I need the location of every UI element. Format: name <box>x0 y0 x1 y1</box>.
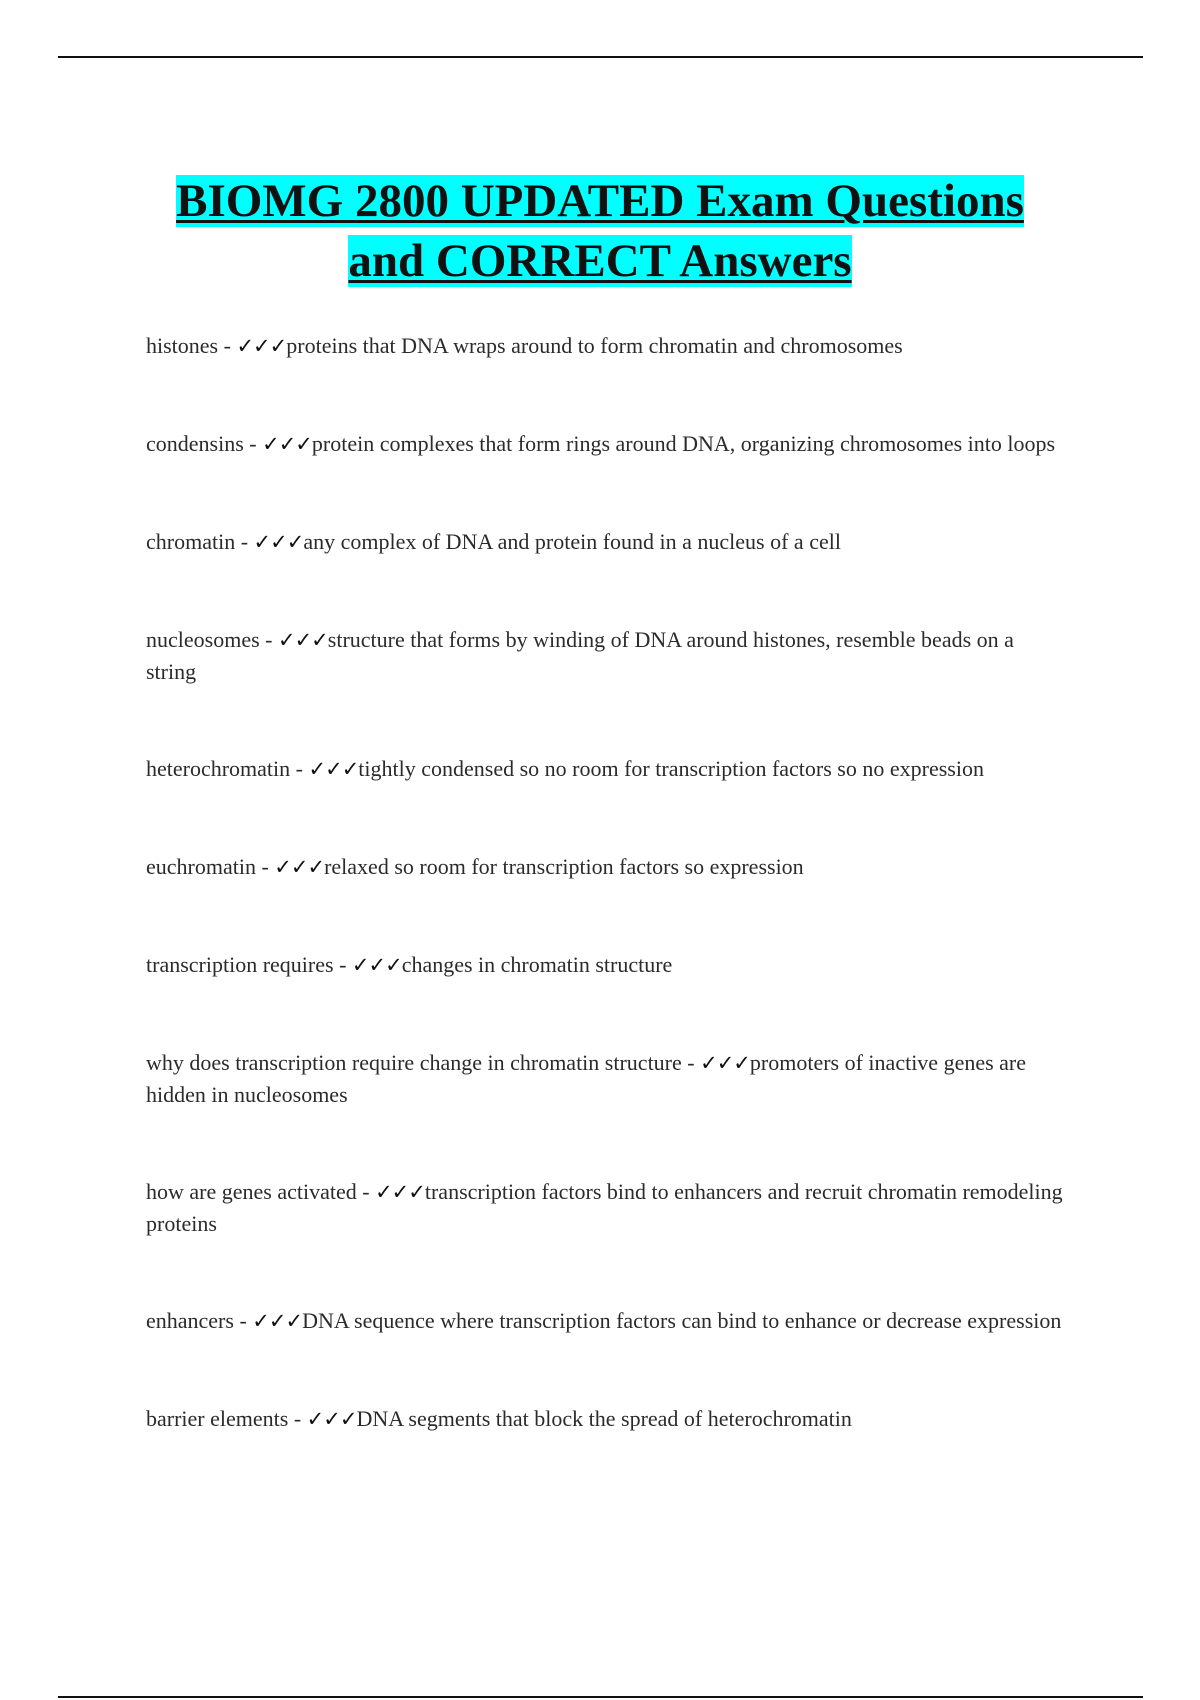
entry-definition: any complex of DNA and protein found in a nucleus of a cell <box>303 529 841 554</box>
entry-definition: DNA sequence where transcription factors can bind to enhance or decrease expression <box>302 1308 1062 1333</box>
entry-nucleosomes: nucleosomes - ✓✓✓structure that forms by winding of DNA around histones, resemble beads on a string <box>146 627 1014 684</box>
check-marks-icon: ✓✓✓ <box>277 628 328 652</box>
entry-heterochromatin: heterochromatin - ✓✓✓tightly condensed so no room for transcription factors so no expression <box>146 756 984 781</box>
entry-term: why does transcription require change in chromatin structure <box>146 1050 682 1075</box>
check-marks-icon: ✓✓✓ <box>262 432 312 456</box>
document-title <box>100 171 1100 291</box>
check-marks-icon: ✓✓✓ <box>253 530 304 554</box>
entry-term: histones <box>146 333 219 358</box>
check-marks-icon: ✓✓✓ <box>351 953 402 977</box>
entry-why-transcription-change: why does transcription require change in chromatin structure - ✓✓✓promoters of inactive genes are hidden in nucleosomes <box>146 1050 1027 1107</box>
entry-term: chromatin <box>146 529 236 554</box>
entry-term: transcription requires <box>146 952 334 977</box>
entry-term: enhancers <box>146 1308 234 1333</box>
entry-definition: structure that forms by winding of DNA around histones, resemble beads on a string <box>146 627 1014 684</box>
entry-definition: tightly condensed so no room for transcription factors so no expression <box>358 756 984 781</box>
entry-term: how are genes activated <box>146 1179 357 1204</box>
entry-term: heterochromatin <box>146 756 291 781</box>
entry-definition: promoters of inactive genes are hidden in nucleosomes <box>146 1050 1027 1107</box>
entry-definition: transcription factors bind to enhancers and recruit chromatin remodeling proteins <box>146 1179 1063 1236</box>
entry-definition: relaxed so room for transcription factors so expression <box>324 854 804 879</box>
check-marks-icon: ✓✓✓ <box>306 1407 357 1431</box>
entry-definition: changes in chromatin structure <box>401 952 673 977</box>
check-marks-icon: ✓✓✓ <box>375 1180 425 1204</box>
entry-enhancers: enhancers - ✓✓✓DNA sequence where transcription factors can bind to enhance or decrease expression <box>146 1308 1062 1333</box>
entry-definition: proteins that DNA wraps around to form chromatin and chromosomes <box>286 333 903 358</box>
entry-term: nucleosomes <box>146 627 260 652</box>
entry-definition: protein complexes that form rings around DNA, organizing chromosomes into loops <box>311 431 1056 456</box>
entry-transcription-requires: transcription requires - ✓✓✓changes in chromatin structure <box>146 952 673 977</box>
top-rule <box>58 56 1143 58</box>
bottom-rule <box>58 1696 1143 1698</box>
entry-list <box>146 330 1066 1435</box>
entry-definition: DNA segments that block the spread of heterochromatin <box>356 1406 852 1431</box>
entry-term: euchromatin <box>146 854 256 879</box>
check-marks-icon: ✓✓✓ <box>236 334 287 358</box>
entry-how-genes-activated: how are genes activated - ✓✓✓transcription factors bind to enhancers and recruit chromatin remodeling proteins <box>146 1179 1063 1236</box>
entry-term: barrier elements <box>146 1406 289 1431</box>
entry-barrier-elements: barrier elements - ✓✓✓DNA segments that block the spread of heterochromatin <box>146 1406 852 1431</box>
entry-condensins: condensins - ✓✓✓protein complexes that form rings around DNA, organizing chromosomes into loops <box>146 431 1056 456</box>
check-marks-icon: ✓✓✓ <box>308 757 359 781</box>
check-marks-icon: ✓✓✓ <box>274 855 325 879</box>
entry-term: condensins <box>146 431 244 456</box>
check-marks-icon: ✓✓✓ <box>252 1309 303 1333</box>
entry-histones: histones - ✓✓✓proteins that DNA wraps around to form chromatin and chromosomes <box>146 333 903 358</box>
title-line-1: BIOMG 2800 UPDATED Exam Questions <box>176 175 1024 228</box>
entry-chromatin: chromatin - ✓✓✓any complex of DNA and protein found in a nucleus of a cell <box>146 529 841 554</box>
entry-euchromatin: euchromatin - ✓✓✓relaxed so room for transcription factors so expression <box>146 854 804 879</box>
title-line-2: and CORRECT Answers <box>348 235 852 288</box>
check-marks-icon: ✓✓✓ <box>700 1051 750 1075</box>
